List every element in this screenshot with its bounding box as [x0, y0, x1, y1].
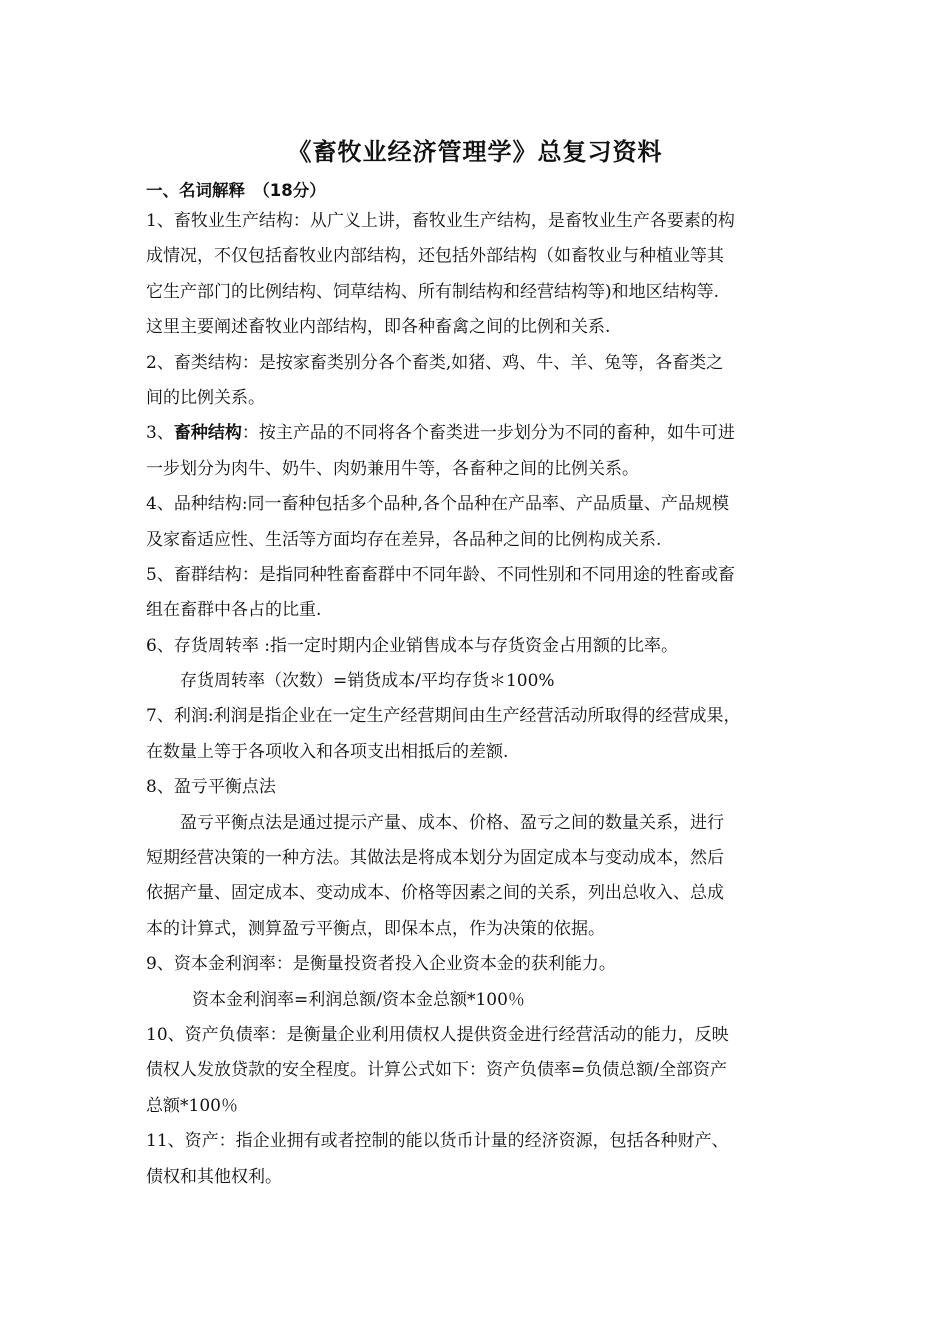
term-definition: ：按主产品的不同将各个畜类进一步划分为不同的畜种，如牛可进	[241, 423, 735, 444]
text-line: 它生产部门的比例结构、饲草结构、所有制结构和经营结构等)和地区结构等.	[146, 281, 720, 302]
section-heading: 一、名词解释 （18分）	[146, 181, 326, 200]
text-line: 7、利润:利润是指企业在一定生产经营期间由生产经营活动所取得的经营成果，	[146, 706, 741, 727]
term-bold: 畜种结构	[173, 423, 242, 444]
text-line: 债权和其他权利。	[146, 1166, 282, 1187]
text-line: 成情况，不仅包括畜牧业内部结构，还包括外部结构（如畜牧业与种植业等其	[146, 246, 724, 267]
document-title: 《畜牧业经济管理学》总复习资料	[287, 138, 663, 166]
formula-line: 资本金利润率=利润总额/资本金总额*100％	[192, 989, 525, 1010]
text-line: 及家畜适应性、生活等方面均存在差异，各品种之间的比例构成关系.	[146, 529, 662, 550]
document-body	[146, 204, 826, 1195]
formula-line: 存货周转率（次数）=销货成本/平均存货＊100%	[180, 671, 555, 692]
text-line: 10、资产负债率：是衡量企业利用债权人提供资金进行经营活动的能力，反映	[146, 1024, 729, 1045]
text-line: 组在畜群中各占的比重.	[146, 600, 322, 621]
text-line: 依据产量、固定成本、变动成本、价格等因素之间的关系，列出总收入、总成	[146, 883, 724, 904]
text-line: 短期经营决策的一种方法。其做法是将成本划分为固定成本与变动成本，然后	[146, 848, 724, 869]
text-line: 2、畜类结构：是按家畜类别分各个畜类,如猪、鸡、牛、羊、兔等，各畜类之	[146, 352, 724, 373]
text-line: 11、资产：指企业拥有或者控制的能以货币计量的经济资源，包括各种财产、	[146, 1131, 729, 1152]
text-line: 总额*100％	[146, 1095, 238, 1116]
text-line: 6、存货周转率 :指一定时期内企业销售成本与存货资金占用额的比率。	[146, 635, 678, 656]
item-number: 3、	[146, 423, 174, 444]
text-line: 一步划分为肉牛、奶牛、肉奶兼用牛等，各畜种之间的比例关系。	[146, 458, 639, 479]
text-line: 4、品种结构:同一畜种包括多个品种,各个品种在产品率、产品质量、产品规模	[146, 494, 729, 515]
text-line: 盈亏平衡点法是通过提示产量、成本、价格、盈亏之间的数量关系，进行	[180, 812, 724, 833]
text-line: 债权人发放贷款的安全程度。计算公式如下：资产负债率=负债总额/全部资产	[146, 1060, 727, 1081]
text-line: 9、资本金利润率：是衡量投资者投入企业资本金的获利能力。	[146, 954, 616, 975]
text-line: 8、盈亏平衡点法	[146, 777, 276, 798]
text-line: 这里主要阐述畜牧业内部结构，即各种畜禽之间的比例和关系.	[146, 317, 611, 338]
text-line: 本的计算式，测算盈亏平衡点，即保本点，作为决策的依据。	[146, 918, 605, 939]
text-line: 在数量上等于各项收入和各项支出相抵后的差额.	[146, 741, 509, 762]
text-line	[146, 416, 826, 451]
text-line: 5、畜群结构：是指同种牲畜畜群中不同年龄、不同性别和不同用途的牲畜或畜	[146, 564, 735, 585]
text-line: 间的比例关系。	[146, 387, 265, 408]
text-line: 1、畜牧业生产结构：从广义上讲，畜牧业生产结构，是畜牧业生产各要素的构	[146, 211, 735, 231]
